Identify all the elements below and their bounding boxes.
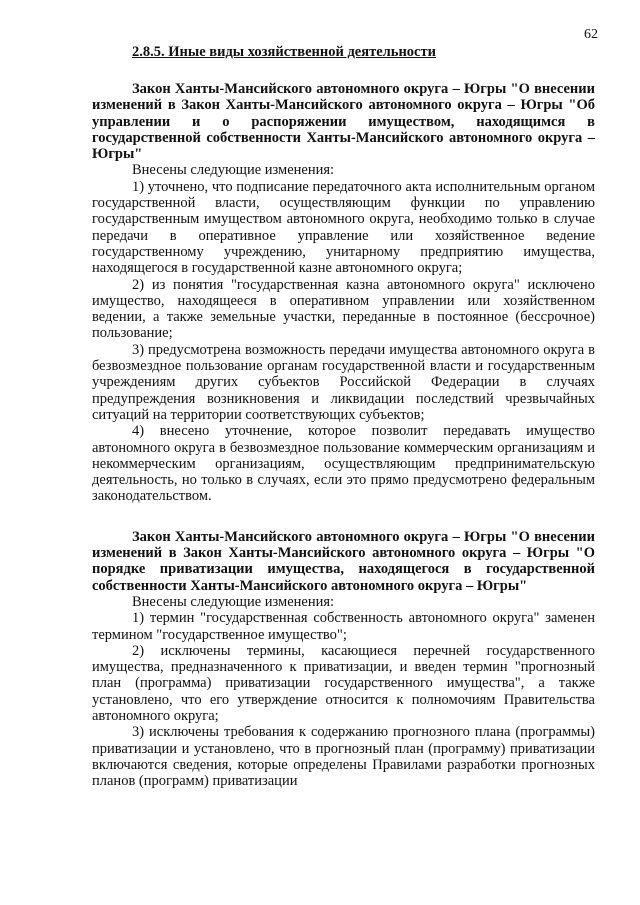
block-spacer: [92, 505, 595, 529]
law-title-2: Закон Ханты-Мансийского автономного округа – Югры "О внесении изменений в Закон Ханты-Мансийского автономного округа – Югры "О порядке приватизации имущества, находящегося в государственной собственности Ханты-Мансийского автономного округа – Югры": [92, 528, 595, 594]
page-content: [92, 44, 595, 789]
law-2-item-3: 3) исключены требования к содержанию прогнозного плана (программы) приватизации и установлено, что в прогнозный план (программу) приватизации включаются сведения, которые определены Правилами разработки прогнозных планов (программ) приватизации: [92, 724, 595, 790]
page-number: 62: [584, 27, 598, 42]
law-block-1: [92, 81, 595, 505]
law-block-2: [92, 529, 595, 790]
section-heading: 2.8.5. Иные виды хозяйственной деятельности: [132, 44, 436, 60]
law-1-item-3: 3) предусмотрена возможность передачи имущества автономного округа в безвозмездное пользование органам государственной власти и государственным учреждениям других субъектов Российской Федерации в случаях предупреждения возникновения и ликвидации последствий чрезвычайных ситуаций на территории соответствующих субъектов;: [92, 341, 595, 423]
law-1-item-1: 1) уточнено, что подписание передаточного акта исполнительным органом государственной власти, осуществляющим функции по управлению государственным имуществом автономного округа, необходимо только в случае передачи в оперативное управление или хозяйственное ведение государственному учреждению, унитарному предприятию имущества, находящегося в государственной казне автономного округа;: [92, 178, 595, 277]
law-intro-2: Внесены следующие изменения:: [132, 593, 335, 610]
law-1-item-2: 2) из понятия "государственная казна автономного округа" исключено имущество, находящееся в оперативном управлении или хозяйственном ведении, а также земельные участки, переданные в постоянное (бессрочное) пользование;: [92, 276, 595, 342]
law-intro-1: Внесены следующие изменения:: [132, 162, 335, 179]
law-1-item-4: 4) внесено уточнение, которое позволит передавать имущество автономного округа в безвозмездное пользование коммерческим организациям и некоммерческим организациям, осуществляющим предпринимательскую деятельность, но только в случаях, если это прямо предусмотрено федеральным законодательством.: [92, 423, 595, 505]
law-2-item-2: 2) исключены термины, касающиеся перечней государственного имущества, предназначенного к приватизации, и введен термин "прогнозный план (программа) приватизации государственного имущества", а также установлено, что его утверждение относится к полномочиям Правительства автономного округа;: [92, 642, 595, 724]
law-title-1: Закон Ханты-Мансийского автономного округа – Югры "О внесении изменений в Закон Ханты-Мансийского автономного округа – Югры "Об управлении и о распоряжении имуществом, находящимся в государственной собственности Ханты-Мансийского автономного округа – Югры": [92, 81, 595, 163]
law-2-item-1: 1) термин "государственная собственность автономного округа" заменен термином "государственное имущество";: [92, 610, 595, 643]
